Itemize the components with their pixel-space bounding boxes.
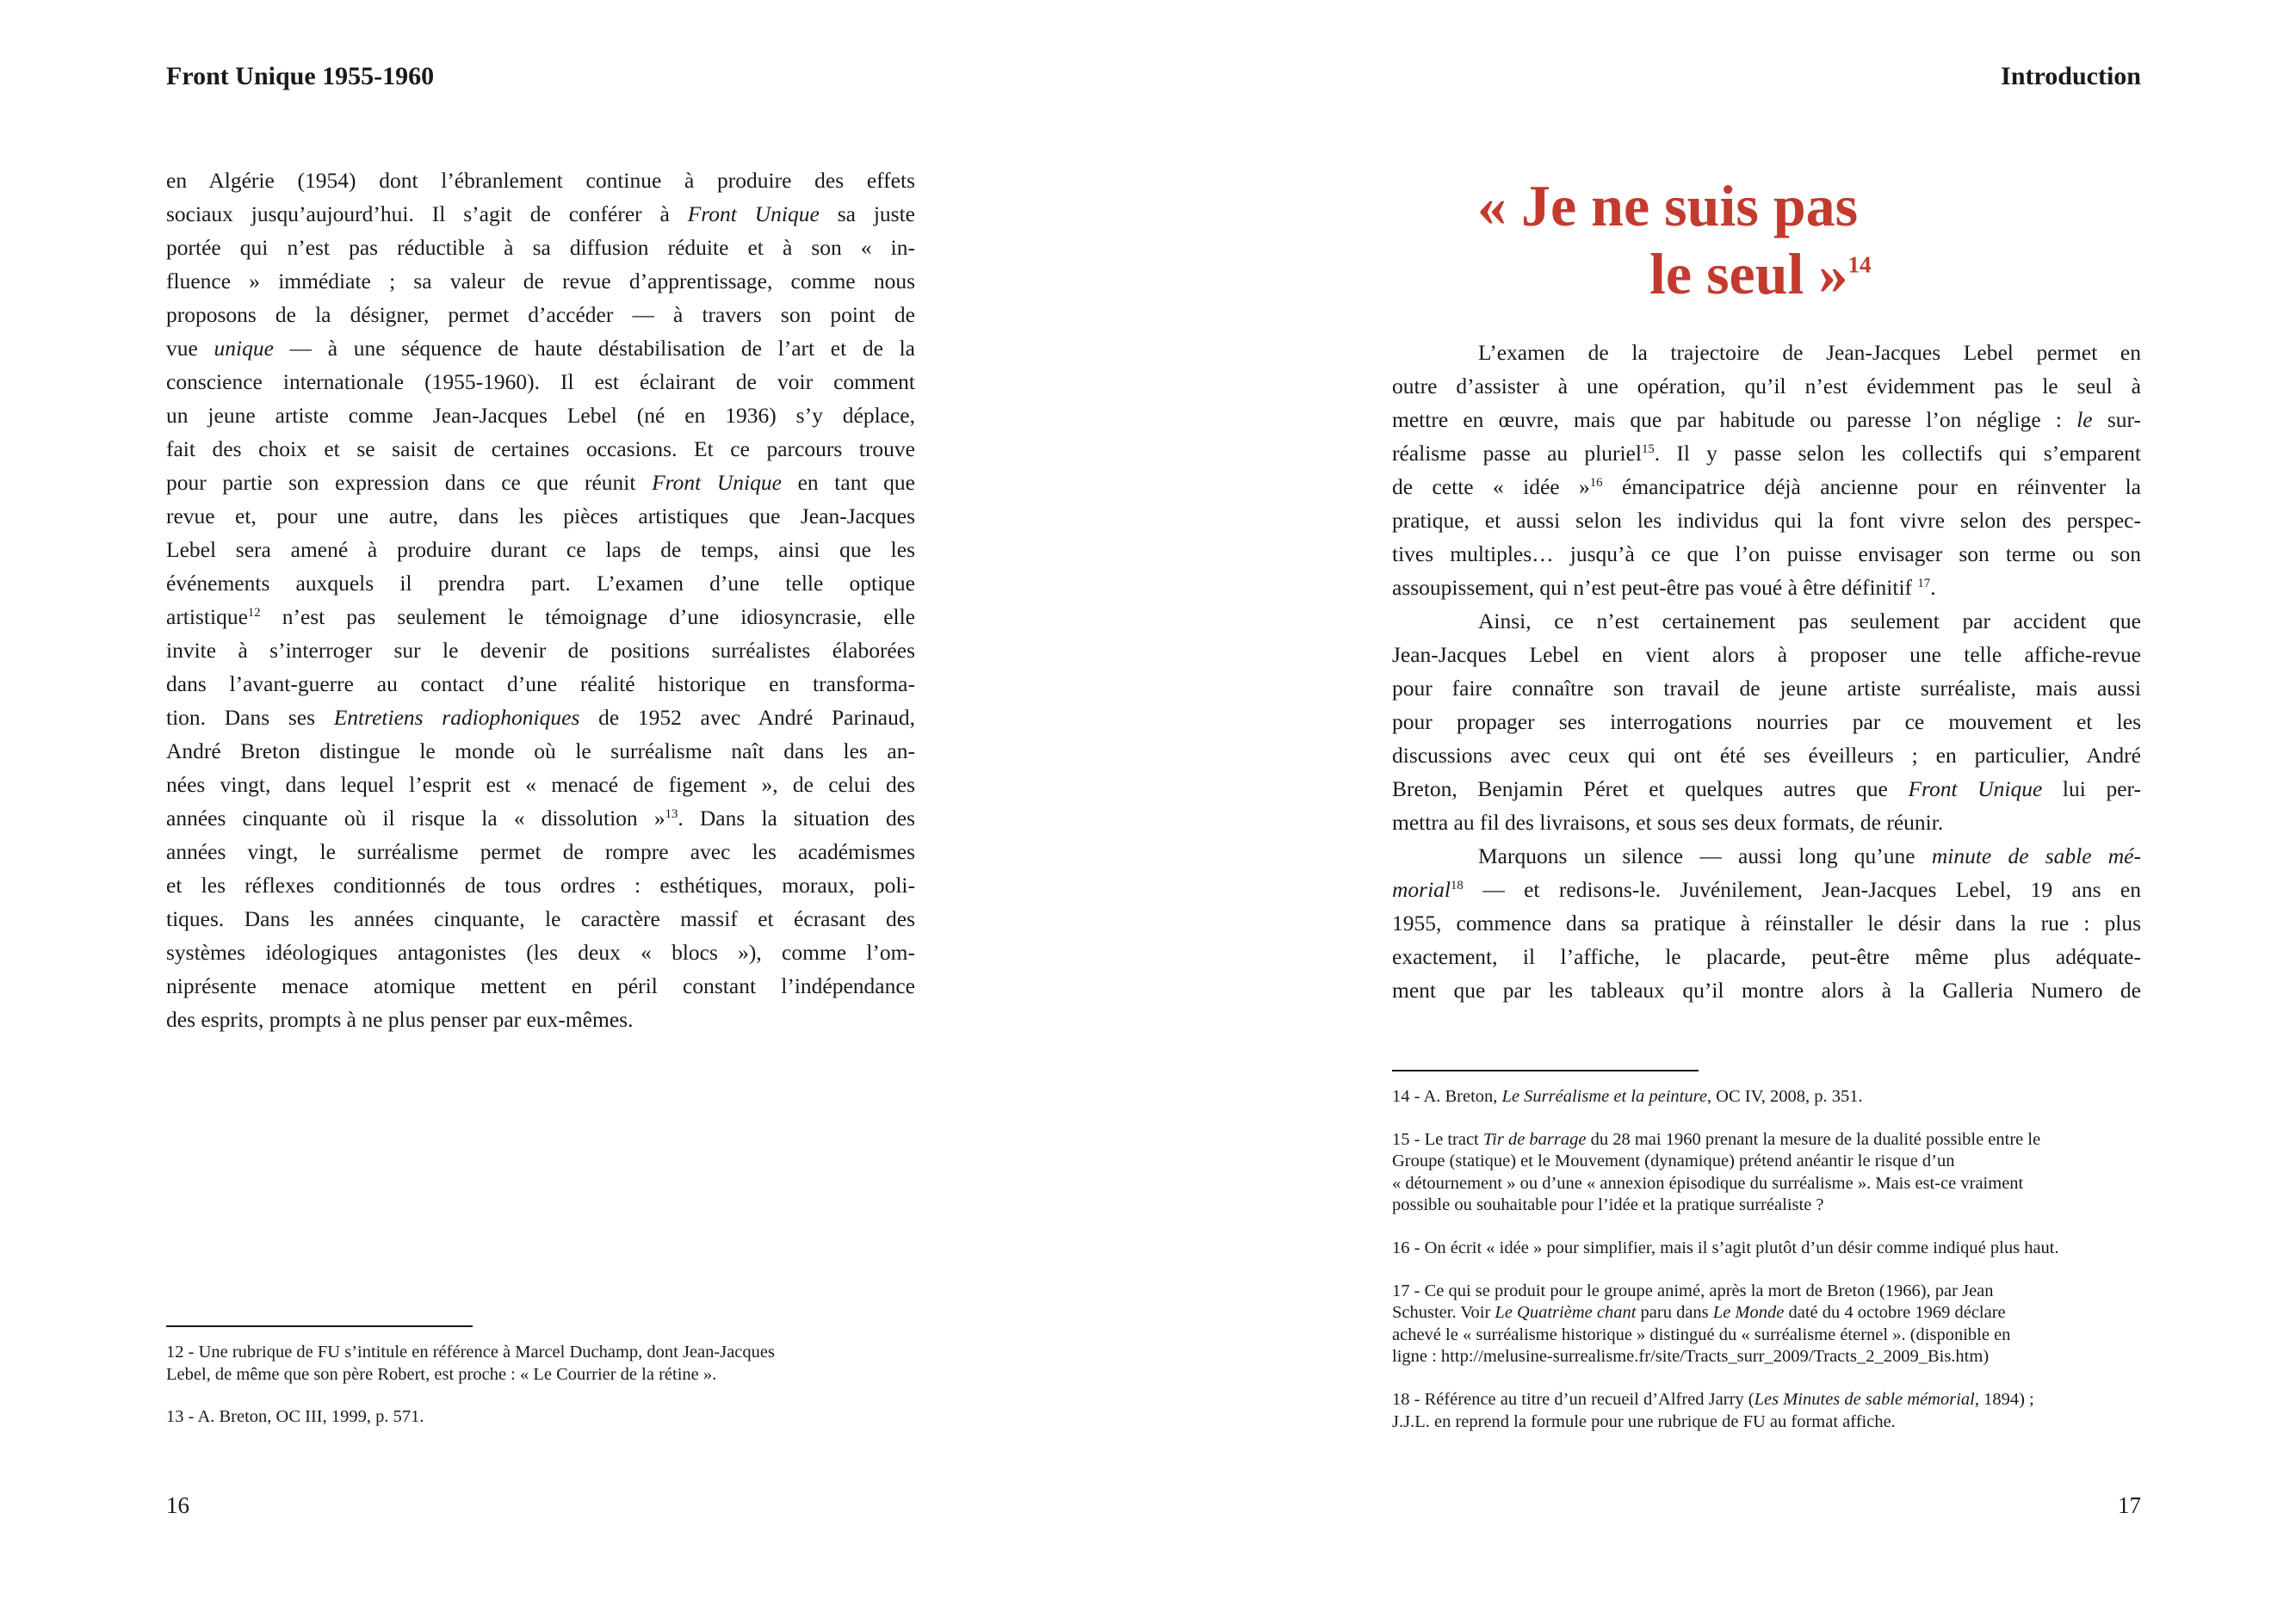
text-line (1392, 973, 2141, 1007)
text-run: Ainsi, ce n’est certainement pas seulement par accident que (1478, 608, 2141, 633)
text-line (166, 164, 915, 197)
footnote-rule (1392, 1070, 1699, 1071)
right-footnotes (1392, 1086, 2150, 1454)
text-run: artistique (166, 604, 248, 629)
text-line (1392, 671, 2141, 705)
text-line (1392, 369, 2141, 403)
footnote (166, 1406, 924, 1429)
text-line (166, 398, 915, 432)
text-run: fait des choix et se saisit de certaines occasions. Et ce parcours trouve (166, 436, 915, 461)
text-run: — à une séquence de haute déstabilisation de l’art et de la (273, 336, 915, 361)
text-run: . (1930, 575, 1936, 600)
text-line (1392, 1325, 2150, 1347)
text-run: achevé le « surréalisme historique » distingué du « surréalisme éternel ». (disponible en (1392, 1325, 2011, 1344)
text-run: exactement, il l’affiche, le placarde, peut-être même plus adéquate- (1392, 944, 2141, 969)
text-run: , OC IV, 2008, p. 351. (1706, 1087, 1863, 1106)
text-run: et les réflexes conditionnés de tous ordres : esthétiques, moraux, poli- (166, 873, 915, 898)
text-run: conscience internationale (1955-1960). Il est éclairant de voir comment (166, 369, 915, 394)
text-run: lui per- (2042, 776, 2141, 801)
text-line (1392, 1389, 2150, 1411)
text-line (166, 633, 915, 667)
text-run: des esprits, prompts à ne plus penser par eux-mêmes. (166, 1007, 634, 1032)
text-line (166, 701, 915, 734)
text-line (166, 566, 915, 600)
text-run: daté du 4 octobre 1969 déclare (1784, 1303, 2006, 1323)
text-run: , 1894) ; (1974, 1389, 2034, 1409)
footnote-ref: 12 (247, 606, 261, 621)
text-run: revue et, pour une autre, dans les pièces artistiques que Jean-Jacques (166, 503, 915, 528)
footnote (166, 1342, 924, 1386)
text-line (1392, 1195, 2150, 1217)
footnote (1392, 1238, 2150, 1260)
italic-text: Le Surréalisme et la peinture (1501, 1087, 1707, 1106)
text-run: . Dans la situation des (678, 806, 915, 831)
text-run: ligne : http://melusine-surrealisme.fr/site/Tracts_surr_2009/Tracts_2_2009_Bis.htm) (1392, 1347, 1990, 1367)
text-run: 16 - On écrit « idée » pour simplifier, mais il s’agit plutôt d’un désir comme indiqué plus haut. (1392, 1238, 2059, 1257)
text-line (1392, 1411, 2150, 1434)
text-run: possible ou souhaitable pour l’idée et la pratique surréaliste ? (1392, 1195, 1824, 1215)
text-line (1392, 1129, 2150, 1152)
text-run: tion. Dans ses (166, 705, 334, 730)
text-run: nées vingt, dans lequel l’esprit est « menacé de figement », de celui des (166, 772, 915, 797)
text-line (1392, 470, 2141, 503)
text-run: émancipatrice déjà ancienne pour en réinventer la (1602, 474, 2141, 499)
italic-text: minute de sable mé- (1931, 843, 2141, 868)
text-line (1392, 906, 2141, 940)
text-run: 17 - Ce qui se produit pour le groupe animé, après la mort de Breton (1966), par Jean (1392, 1281, 1994, 1300)
text-line (1392, 604, 2141, 638)
text-run: 18 - Référence au titre d’un recueil d’Alfred Jarry ( (1392, 1389, 1754, 1409)
text-run: pour partie son expression dans ce que réunit (166, 470, 653, 495)
text-line (166, 868, 915, 902)
italic-text: Front Unique (687, 201, 820, 226)
text-line (1392, 873, 2141, 906)
text-run: sa juste (819, 201, 915, 226)
running-header-left: Front Unique 1955-1960 (166, 62, 435, 90)
text-line (166, 667, 915, 701)
text-run: Lebel sera amené à produire durant ce laps de temps, ainsi que les (166, 537, 915, 562)
chapter-title-text: le seul » (1649, 241, 1848, 306)
text-line (166, 969, 915, 1003)
italic-text: le (2076, 407, 2093, 432)
text-run: 14 - A. Breton, (1392, 1087, 1502, 1106)
text-line (1392, 1281, 2150, 1303)
italic-text: morial (1392, 877, 1451, 902)
footnote-ref: 15 (1641, 442, 1655, 457)
text-run: — et redisons-le. Juvénilement, Jean-Jacques Lebel, 19 ans en (1463, 877, 2141, 902)
text-line (1392, 1151, 2150, 1173)
text-run: pratique, et aussi selon les individus qui la font vivre selon des perspec- (1392, 508, 2141, 533)
footnote-rule (166, 1325, 473, 1327)
footnote (1392, 1389, 2150, 1433)
text-run: portée qui n’est pas réductible à sa diffusion réduite et à son « in- (166, 235, 915, 260)
italic-text: unique (214, 336, 274, 361)
text-run: du 28 mai 1960 prenant la mesure de la dualité possible entre le (1586, 1129, 2041, 1149)
text-line (166, 331, 915, 365)
text-run: fluence » immédiate ; sa valeur de revue d’apprentissage, comme nous (166, 269, 915, 293)
text-line (1392, 940, 2141, 973)
text-run: assoupissement, qui n’est peut-être pas voué à être définitif (1392, 575, 1918, 600)
italic-text: Le Quatrième chant (1495, 1303, 1637, 1323)
page-number-right: 17 (2118, 1492, 2141, 1518)
italic-text: Front Unique (652, 470, 782, 495)
text-run: années cinquante où il risque la « dissolution » (166, 806, 665, 831)
italic-text: Tir de barrage (1482, 1129, 1587, 1149)
text-line (166, 600, 915, 633)
text-line (166, 264, 915, 298)
text-line (166, 801, 915, 835)
text-run: « détournement » ou d’une « annexion épisodique du surréalisme ». Mais est-ce vraiment (1392, 1173, 2024, 1193)
text-run: invite à s’interroger sur le devenir de positions surréalistes élaborées (166, 638, 915, 663)
paragraph (1392, 336, 2141, 604)
paragraph (1392, 839, 2141, 1007)
footnote (1392, 1129, 2150, 1217)
text-run: en tant que (781, 470, 916, 495)
footnote-ref: 17 (1917, 577, 1931, 591)
text-run: proposons de la désigner, permet d’accéder — à travers son point de (166, 302, 915, 327)
text-line (1392, 772, 2141, 806)
text-run: Breton, Benjamin Péret et quelques autres que (1392, 776, 1909, 801)
text-run: Groupe (statique) et le Mouvement (dynamique) prétend anéantir le risque d’un (1392, 1152, 1955, 1171)
paragraph (166, 164, 915, 1036)
chapter-title-line1: « Je ne suis pas (1477, 173, 1859, 238)
text-run: en Algérie (1954) dont l’ébranlement continue à produire des effets (166, 168, 915, 193)
text-line (166, 466, 915, 499)
text-run: Lebel, de même que son père Robert, est proche : « Le Courrier de la rétine ». (166, 1364, 717, 1384)
footnote-ref: 13 (665, 807, 678, 822)
text-run: Marquons un silence — aussi long qu’une (1478, 843, 1932, 868)
text-line (166, 298, 915, 331)
footnote (1392, 1086, 2150, 1109)
text-run: n’est pas seulement le témoignage d’une idiosyncrasie, elle (260, 604, 915, 629)
text-run: J.J.L. en reprend la formule pour une rubrique de FU au format affiche. (1392, 1411, 1896, 1431)
italic-text: Entretiens radiophoniques (333, 705, 580, 730)
text-run: systèmes idéologiques antagonistes (les deux « blocs »), comme l’om- (166, 940, 915, 965)
italic-text: Le Monde (1712, 1303, 1785, 1323)
text-line (166, 197, 915, 231)
text-run: dans l’avant-guerre au contact d’une réalité historique en transforma- (166, 671, 915, 696)
text-run: 13 - A. Breton, OC III, 1999, p. 571. (166, 1407, 424, 1427)
text-run: niprésente menace atomique mettent en péril constant l’indépendance (166, 973, 915, 998)
text-line (1392, 537, 2141, 571)
text-run: tives multiples… jusqu’à ce que l’on puisse envisager son terme ou son (1392, 541, 2141, 566)
page-number-left: 16 (166, 1492, 189, 1518)
footnote-ref: 16 (1589, 476, 1603, 491)
text-line (166, 768, 915, 801)
text-line (1392, 503, 2141, 537)
italic-text: Front Unique (1908, 776, 2043, 801)
text-run: André Breton distingue le monde où le surréalisme naît dans les an- (166, 738, 915, 763)
text-line (1392, 806, 2141, 839)
text-line (166, 365, 915, 398)
text-run: pour faire connaître son travail de jeune artiste surréaliste, mais aussi (1392, 676, 2141, 701)
text-line (166, 1406, 924, 1429)
text-run: sociaux jusqu’aujourd’hui. Il s’agit de conférer à (166, 201, 688, 226)
text-run: de 1952 avec André Parinaud, (579, 705, 915, 730)
text-line (1392, 705, 2141, 738)
text-run: pour propager ses interrogations nourries par ce mouvement et les (1392, 709, 2141, 734)
text-run: L’examen de la trajectoire de Jean-Jacques Lebel permet en (1478, 340, 2141, 365)
text-line (166, 1003, 915, 1036)
text-run: un jeune artiste comme Jean-Jacques Lebel (né en 1936) s’y déplace, (166, 403, 915, 428)
text-run: . Il y passe selon les collectifs qui s’emparent (1654, 441, 2141, 466)
left-footnotes (166, 1342, 924, 1449)
text-run: sur- (2092, 407, 2141, 432)
right-body-text (1392, 336, 2141, 1007)
text-line (166, 734, 915, 768)
text-run: 1955, commence dans sa pratique à réinstaller le désir dans la rue : plus (1392, 911, 2141, 936)
paragraph (1392, 604, 2141, 839)
text-run: discussions avec ceux qui ont été ses éveilleurs ; en particulier, André (1392, 743, 2141, 768)
text-line (1392, 1086, 2150, 1109)
text-line (166, 499, 915, 533)
text-run: de cette « idée » (1392, 474, 1590, 499)
text-line (1392, 839, 2141, 873)
footnote (1392, 1281, 2150, 1368)
text-run: Jean-Jacques Lebel en vient alors à proposer une telle affiche-revue (1392, 642, 2141, 667)
text-line (166, 533, 915, 566)
text-run: 12 - Une rubrique de FU s’intitule en référence à Marcel Duchamp, dont Jean-Jacques (166, 1343, 775, 1362)
left-body-text (166, 164, 915, 1036)
text-line (1392, 738, 2141, 772)
footnote-ref: 18 (1451, 879, 1464, 893)
text-run: ment que par les tableaux qu’il montre alors à la Galleria Numero de (1392, 978, 2141, 1003)
text-run: outre d’assister à une opération, qu’il n’est évidemment pas le seul à (1392, 374, 2141, 398)
chapter-title-line2 (1649, 239, 1872, 308)
text-line (1392, 436, 2141, 470)
text-run: réalisme passe au pluriel (1392, 441, 1642, 466)
text-run: paru dans (1636, 1303, 1713, 1323)
text-run: Schuster. Voir (1392, 1303, 1495, 1323)
text-line (1392, 638, 2141, 671)
text-line (1392, 1238, 2150, 1260)
text-run: années vingt, le surréalisme permet de rompre avec les académismes (166, 839, 915, 864)
text-run: événements auxquels il prendra part. L’examen d’une telle optique (166, 571, 915, 596)
running-header-right: Introduction (2001, 62, 2141, 90)
text-line (1392, 336, 2141, 369)
text-line (166, 231, 915, 264)
text-line (166, 1342, 924, 1364)
text-run: vue (166, 336, 214, 361)
text-line (166, 835, 915, 868)
italic-text: Les Minutes de sable mémorial (1754, 1389, 1975, 1409)
text-line (1392, 403, 2141, 436)
text-run: mettre en œuvre, mais que par habitude ou paresse l’on néglige : (1392, 407, 2077, 432)
text-run: 15 - Le tract (1392, 1129, 1483, 1149)
text-run: tiques. Dans les années cinquante, le caractère massif et écrasant des (166, 906, 915, 931)
text-line (1392, 1173, 2150, 1195)
text-line (1392, 1302, 2150, 1325)
text-line (166, 902, 915, 936)
text-run: mettra au fil des livraisons, et sous ses deux formats, de réunir. (1392, 810, 1944, 835)
text-line (1392, 571, 2141, 604)
text-line (166, 936, 915, 969)
text-line (166, 432, 915, 466)
text-line (166, 1364, 924, 1386)
text-line (1392, 1346, 2150, 1368)
title-note-ref: 14 (1847, 251, 1872, 278)
